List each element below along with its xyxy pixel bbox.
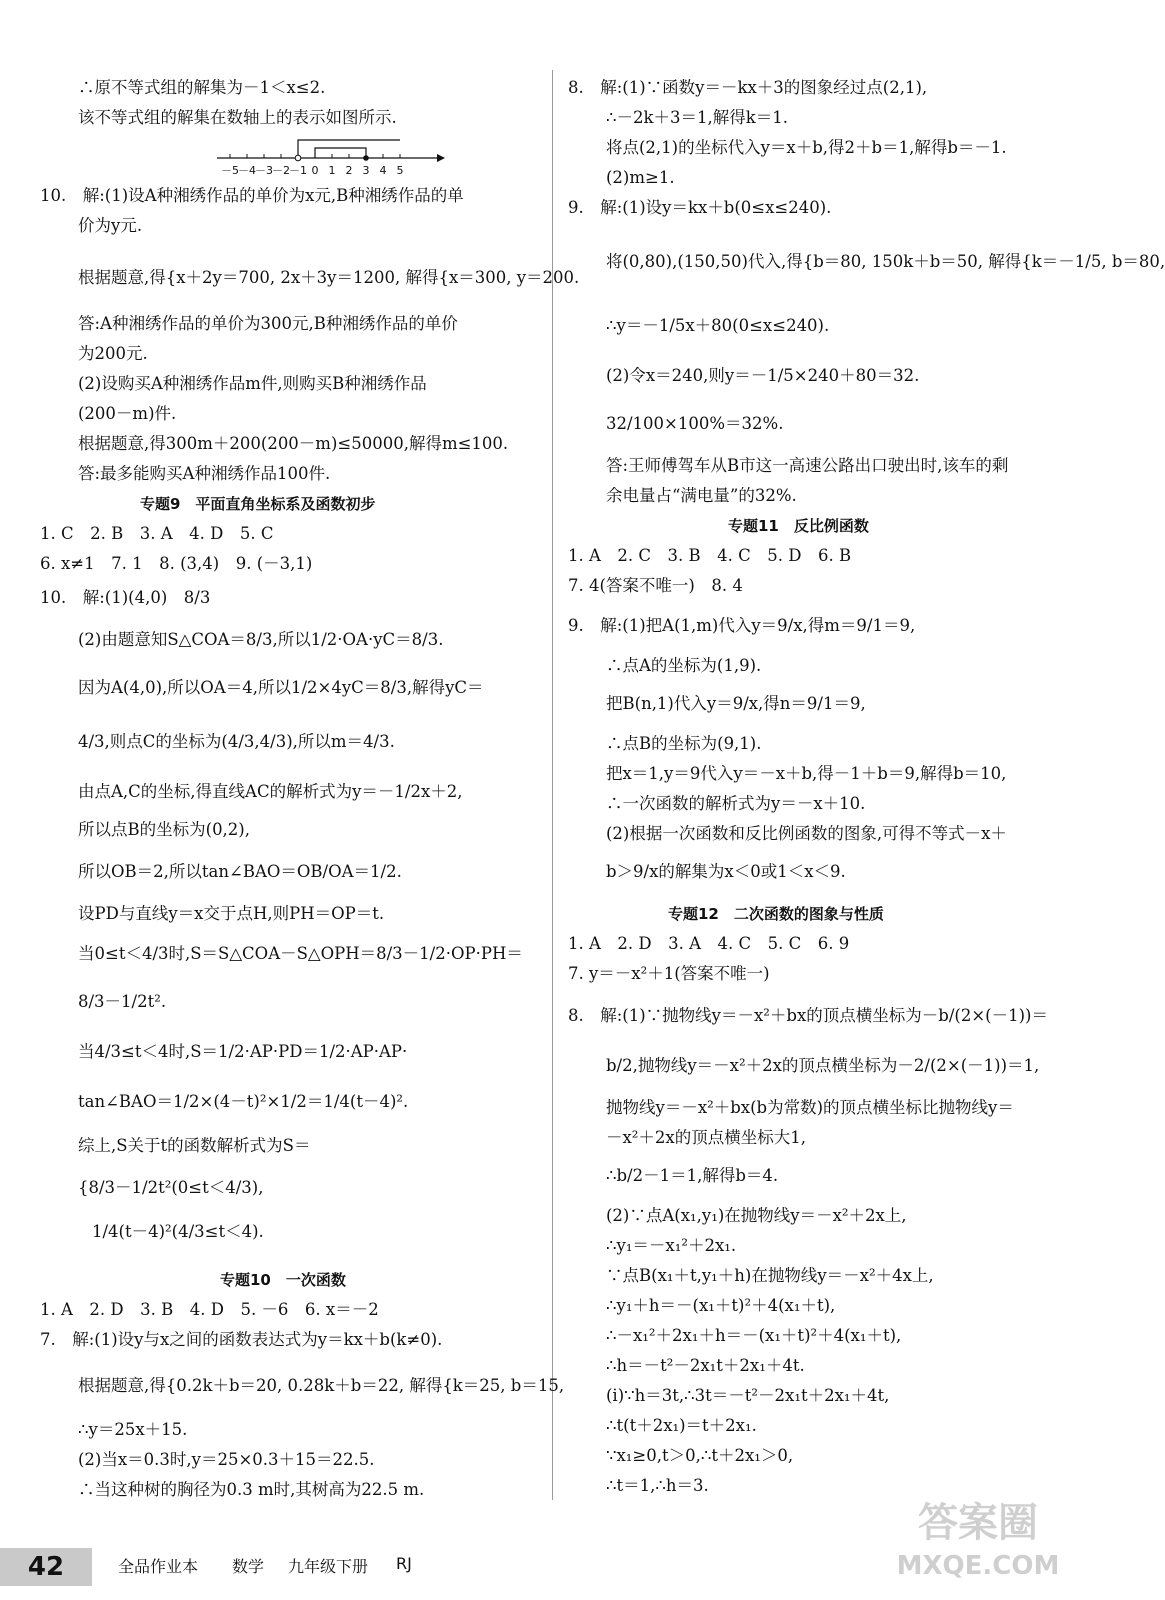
text-line: 当0≤t＜4/3时,S＝S△COA－S△OPH＝8/3－1/2·OP·PH＝ [78,944,523,963]
text-line: ∵x₁≥0,t＞0,∴t＋2x₁＞0, [606,1446,794,1465]
text-line: ∴当这种树的胸径为0.3 m时,其树高为22.5 m. [78,1480,425,1499]
text-line: 7. y＝－x²＋1(答案不唯一) [568,964,770,983]
text-line: ∴y₁＝－x₁²＋2x₁. [606,1236,737,1255]
text-line: (2)根据一次函数和反比例函数的图象,可得不等式－x＋ [606,824,1007,843]
tick-label: 2 [345,164,353,177]
grade: 九年级下册 [288,1557,369,1576]
text-line: 将(0,80),(150,50)代入,得{b＝80, 150k＋b＝50, 解得{k＝－1/5, b＝80, [606,252,1165,271]
text-line: 9. 解:(1)设y＝kx＋b(0≤x≤240). [568,198,832,217]
book-title: 全品作业本 [118,1557,199,1576]
text-line: ∴t＝1,∴h＝3. [606,1476,709,1495]
tick-label: 0 [311,164,319,177]
text-line: 1. C 2. B 3. A 4. D 5. C [40,524,274,543]
text-line: (2)当x＝0.3时,y＝25×0.3＋15＝22.5. [78,1450,375,1469]
tick-label: 1 [328,164,336,177]
text-line: 当4/3≤t＜4时,S＝1/2·AP·PD＝1/2·AP·AP· [78,1042,408,1061]
text-line: ∴点A的坐标为(1,9). [606,656,762,675]
text-line: ∴y＝－1/5x＋80(0≤x≤240). [606,316,830,335]
tick-label: －2 [272,164,290,177]
watermark-text: 答案圈 [918,1500,1038,1546]
section-heading: 专题10 一次函数 [220,1271,346,1289]
watermark-url: MXQE.COM [896,1551,1060,1581]
text-line: ∴t(t＋2x₁)＝t＋2x₁. [606,1416,757,1435]
text-line: 答:最多能购买A种湘绣作品100件. [78,464,331,483]
edition: RJ [396,1554,412,1573]
text-line: 抛物线y＝－x²＋bx(b为常数)的顶点横坐标比抛物线y＝ [606,1098,1014,1117]
text-line: ∵点B(x₁＋t,y₁＋h)在抛物线y＝－x²＋4x上, [606,1266,934,1285]
watermark-logo [878,1486,1078,1586]
text-line: (2)∵点A(x₁,y₁)在抛物线y＝－x²＋2x上, [606,1206,907,1225]
text-line: 综上,S关于t的函数解析式为S＝ [78,1136,311,1155]
number-line-figure [215,136,445,180]
text-line: ∴原不等式组的解集为－1＜x≤2. [78,78,326,97]
text-line: {8/3－1/2t²(0≤t＜4/3), [78,1178,264,1197]
text-line: 根据题意,得300m＋200(200－m)≤50000,解得m≤100. [78,434,509,453]
text-line: (2)由题意知S△COA＝8/3,所以1/2·OA·yC＝8/3. [78,630,444,649]
text-line: (2)m≥1. [606,168,675,187]
tick-label: 3 [362,164,370,177]
text-line: ∴－x₁²＋2x₁＋h＝－(x₁＋t)²＋4(x₁＋t), [606,1326,902,1345]
text-line: 7. 4(答案不唯一) 8. 4 [568,576,743,595]
subject: 数学 [232,1557,265,1576]
text-line: 1. A 2. D 3. A 4. C 5. C 6. 9 [568,934,850,953]
section-heading: 专题12 二次函数的图象与性质 [668,905,884,923]
text-line: 6. x≠1 7. 1 8. (3,4) 9. (－3,1) [40,554,313,573]
tick-label: －3 [255,164,273,177]
text-line: 所以点B的坐标为(0,2), [78,820,250,839]
section-heading: 专题11 反比例函数 [728,517,869,535]
text-line: 该不等式组的解集在数轴上的表示如图所示. [78,108,397,127]
text-line: 10. 解:(1)(4,0) 8/3 [40,588,211,607]
text-line: ∴一次函数的解析式为y＝－x＋10. [606,794,866,813]
tick-label: 5 [396,164,404,177]
text-line: 答:A种湘绣作品的单价为300元,B种湘绣作品的单价 [78,314,458,333]
text-line: ∴y＝25x＋15. [78,1420,188,1439]
text-line: ∴点B的坐标为(9,1). [606,734,762,753]
text-line: 32/100×100%＝32%. [606,414,784,433]
text-line: 根据题意,得{x＋2y＝700, 2x＋3y＝1200, 解得{x＝300, y＝200. [78,268,580,287]
text-line: 10. 解:(1)设A种湘绣作品的单价为x元,B种湘绣作品的单 [40,186,464,205]
text-line: 9. 解:(1)把A(1,m)代入y＝9/x,得m＝9/1＝9, [568,616,916,635]
text-line: 1. A 2. D 3. B 4. D 5. －6 6. x＝－2 [40,1300,379,1319]
text-line: 7. 解:(1)设y与x之间的函数表达式为y＝kx＋b(k≠0). [40,1330,443,1349]
text-line: ∴h＝－t²－2x₁t＋2x₁＋4t. [606,1356,805,1375]
text-line: b/2,抛物线y＝－x²＋2x的顶点横坐标为－2/(2×(－1))＝1, [606,1056,1040,1075]
text-line: 由点A,C的坐标,得直线AC的解析式为y＝－1/2x＋2, [78,782,463,801]
tick-label: －4 [238,164,256,177]
text-line: 根据题意,得{0.2k＋b＝20, 0.28k＋b＝22, 解得{k＝25, b＝15, [78,1376,565,1395]
text-line: 价为y元. [78,216,143,235]
text-line: (200－m)件. [78,404,177,423]
text-line: －x²＋2x的顶点横坐标大1, [606,1128,806,1147]
text-line: 将点(2,1)的坐标代入y＝x＋b,得2＋b＝1,解得b＝－1. [606,138,1007,157]
text-line: (i)∵h＝3t,∴3t＝－t²－2x₁t＋2x₁＋4t, [606,1386,890,1405]
text-line: ∴y₁＋h＝－(x₁＋t)²＋4(x₁＋t), [606,1296,836,1315]
tick-label: －5 [221,164,239,177]
text-line: 把B(n,1)代入y＝9/x,得n＝9/1＝9, [606,694,866,713]
text-line: (2)设购买A种湘绣作品m件,则购买B种湘绣作品 [78,374,427,393]
text-line: 因为A(4,0),所以OA＝4,所以1/2×4yC＝8/3,解得yC＝ [78,678,484,697]
text-line: ∴b/2－1＝1,解得b＝4. [606,1166,779,1185]
text-line: 设PD与直线y＝x交于点H,则PH＝OP＝t. [78,904,385,923]
text-line: 8. 解:(1)∵函数y＝－kx＋3的图象经过点(2,1), [568,78,928,97]
text-line: 4/3,则点C的坐标为(4/3,4/3),所以m＝4/3. [78,732,395,751]
tick-label: －1 [289,164,307,177]
text-line: 1. A 2. C 3. B 4. C 5. D 6. B [568,546,852,565]
text-line: b＞9/x的解集为x＜0或1＜x＜9. [606,862,846,881]
text-line: 8/3－1/2t². [78,992,167,1011]
page-number: 42 [0,1548,92,1586]
text-line: 为200元. [78,344,148,363]
text-line: ∴－2k＋3＝1,解得k＝1. [606,108,788,127]
text-line: 余电量占“满电量”的32%. [606,486,797,505]
text-line: (2)令x＝240,则y＝－1/5×240＋80＝32. [606,366,920,385]
text-line: 答:王师傅驾车从B市这一高速公路出口驶出时,该车的剩 [606,456,1009,475]
tick-label: 4 [379,164,387,177]
text-line: 1/4(t－4)²(4/3≤t＜4). [92,1222,264,1241]
text-line: 所以OB＝2,所以tan∠BAO＝OB/OA＝1/2. [78,862,402,881]
section-heading: 专题9 平面直角坐标系及函数初步 [140,495,376,513]
text-line: 8. 解:(1)∵抛物线y＝－x²＋bx的顶点横坐标为－b/(2×(－1))＝ [568,1006,1048,1025]
text-line: tan∠BAO＝1/2×(4－t)²×1/2＝1/4(t－4)². [78,1092,409,1111]
text-line: 把x＝1,y＝9代入y＝－x＋b,得－1＋b＝9,解得b＝10, [606,764,1007,783]
